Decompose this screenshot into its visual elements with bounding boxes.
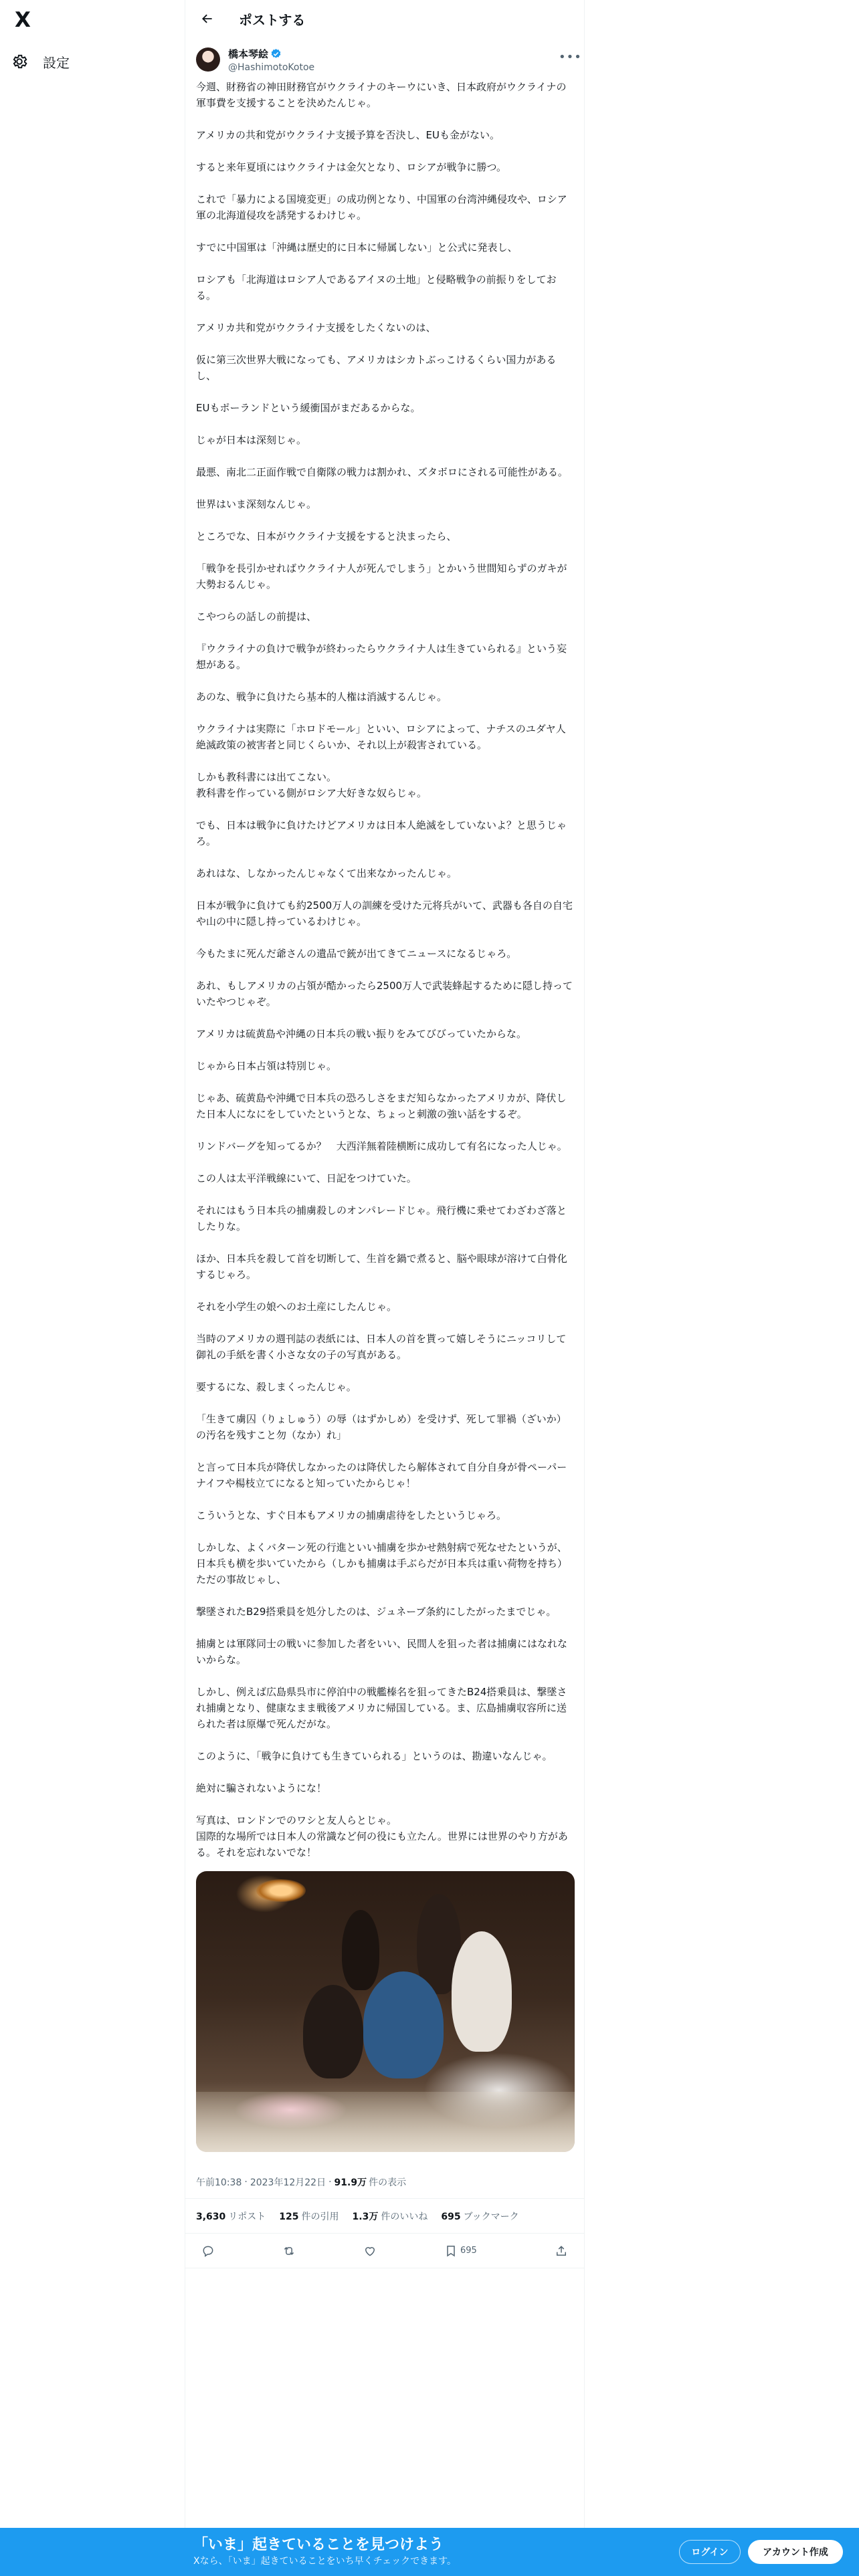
reply-button[interactable] [196,2239,220,2263]
tweet-paragraph: アメリカは硫黄島や沖縄の日本兵の戦い振りをみてびびっていたからな。 [196,1028,527,1040]
settings-link[interactable] [9,47,70,76]
tweet-paragraph: 撃墜されたB29搭乗員を処分したのは、ジュネーブ条約にしたがったまでじゃ。 [196,1606,557,1618]
settings-label: 設定 [43,54,70,71]
tweet-paragraph: リンドバーグを知ってるか？ 大西洋無着陸横断に成功して有名になった人じゃ。 [196,1140,567,1152]
repost-button[interactable] [277,2239,301,2263]
tweet-paragraph: この人は太平洋戦線にいて、日記をつけていた。 [196,1172,417,1184]
like-button[interactable] [358,2239,382,2263]
page-title: ポストする [239,11,306,28]
tweet-paragraph: あのな、戦争に負けたら基本的人権は消滅するんじゃ。 [196,691,448,703]
back-arrow-icon[interactable] [196,7,219,30]
tweet-paragraph: アメリカの共和党がウクライナ支援予算を否決し、EUも金がない。 [196,129,500,141]
repost-icon [282,2244,296,2258]
separator-dot: · [328,2176,332,2187]
login-button[interactable]: ログイン [679,2540,741,2564]
tweet-paragraph: 世界はいま深刻なんじゃ。 [196,498,317,510]
tweet-paragraph: と言って日本兵が降伏しなかったのは降伏したら解体されて自分自身が骨ペーパーナイフや楊枝立てになると知っていたからじゃ！ [196,1461,567,1489]
tweet-paragraph: 今週、財務省の神田財務官がウクライナのキーウにいき、日本政府がウクライナの軍事費を支援することを決めたんじゃ。 [196,81,567,109]
reposts-count: 3,630 [196,2211,226,2222]
tweet-paragraph: すでに中国軍は「沖縄は歴史的に日本に帰属しない」と公式に発表し、 [196,241,518,253]
tweet-paragraph: ところでな、日本がウクライナ支援をすると決まったら、 [196,530,457,542]
author-info [228,47,314,73]
reposts-stat[interactable] [196,2210,266,2223]
tweet-paragraph: じゃあ、硫黄島や沖縄で日本兵の恐ろしさをまだ知らなかったアメリカが、降伏した日本人になにをしていたというとな、ちょっと刺激の強い話をするぞ。 [196,1092,567,1120]
tweet-date[interactable]: 2023年12月22日 [250,2177,326,2188]
person-shape [452,1931,512,2052]
tweet-paragraph: こういうとな、すぐ日本もアメリカの捕虜虐待をしたというじゃろ。 [196,1509,506,1521]
tweet-paragraph: じゃが日本は深刻じゃ。 [196,434,307,446]
signup-button[interactable]: アカウント作成 [748,2540,843,2564]
views-label: 件の表示 [369,2177,407,2188]
likes-count: 1.3万 [352,2211,379,2222]
separator-dot: · [244,2176,248,2187]
tweet-paragraph: 捕虜とは軍隊同士の戦いに参加した者をいい、民間人を狙った者は捕虜にはなれないからな。 [196,1638,568,1666]
tweet-paragraph: あれはな、しなかったんじゃなくて出来なかったんじゃ。 [196,867,458,879]
reposts-label: リポスト [228,2211,266,2222]
tweet-paragraph: あれ、もしアメリカの占領が酷かったら2500万人で武装蜂起するために隠し持っていたやつじゃぞ。 [196,980,573,1008]
verified-badge-icon [270,48,282,60]
tweet-paragraph: しかしな、よくバターン死の行進といい捕虜を歩かせ熱射病で死なせたというが、日本兵も横を歩いていたから（しかも捕虜は手ぶらだが日本兵は重い荷物を持ち）ただの事故じゃし、 [196,1541,568,1586]
tweet-paragraph: 日本が戦争に負けても約2500万人の訓練を受けた元将兵がいて、武器も各自の自宅や山の中に隠し持っているわけじゃ。 [196,899,573,928]
tweet-time[interactable]: 午前10:38 [196,2177,242,2188]
tweet-paragraph: 最悪、南北二正面作戦で自衛隊の戦力は割かれ、ズタボロにされる可能性がある。 [196,466,568,478]
quotes-label: 件の引用 [301,2211,339,2222]
tweet-paragraph: 写真は、ロンドンでのワシと友人らとじゃ。 国際的な場所では日本人の常識など何の役にも立たん。世界には世界のやり方がある。それを忘れないでな！ [196,1814,568,1858]
author-handle[interactable]: @HashimotoKotoe [228,62,315,73]
tweet-paragraph: ほか、日本兵を殺して首を切断して、生首を鍋で煮ると、脳や眼球が溶けて白骨化するじゃろ。 [196,1253,567,1281]
person-shape [363,1971,444,2078]
banner-title: 「いま」起きていることを見つけよう [193,2537,444,2553]
header [185,0,584,37]
tweet-paragraph: 『ウクライナの負けで戦争が終わったらウクライナ人は生きていられる』という妄想がある。 [196,643,567,671]
table-shape [196,2092,575,2152]
share-button[interactable] [549,2239,573,2263]
likes-stat[interactable] [353,2210,428,2223]
tweet-paragraph: 要するにな、殺しまくったんじゃ。 [196,1381,357,1393]
x-logo-icon[interactable]: X [15,8,31,32]
tweet-photo[interactable] [196,1871,575,2152]
lamp-shape [256,1879,306,1902]
avatar[interactable] [196,47,220,72]
quotes-count: 125 [279,2211,299,2222]
person-shape [342,1910,379,1990]
tweet-paragraph: アメリカ共和党がウクライナ支援をしたくないのは、 [196,322,436,334]
quotes-stat[interactable] [279,2210,339,2223]
heart-icon [363,2244,377,2258]
author-name-row [228,47,314,61]
tweet-text [185,79,584,1860]
gear-icon [9,51,29,72]
tweet-paragraph: 仮に第三次世界大戦になっても、アメリカはシカトぶっこけるくらい国力があるし、 [196,354,557,382]
tweet-paragraph: EUもポーランドという緩衝国がまだあるからな。 [196,402,421,414]
tweet-paragraph: でも、日本は戦争に負けたけどアメリカは日本人絶滅をしていないよ？と思うじゃろ。 [196,819,567,847]
likes-label: 件のいいね [381,2211,428,2222]
tweet-paragraph: すると来年夏頃にはウクライナは金欠となり、ロシアが戦争に勝つ。 [196,161,506,173]
share-icon [555,2244,568,2258]
tweet-paragraph: それを小学生の娘へのお土産にしたんじゃ。 [196,1301,397,1313]
bookmark-icon [444,2244,458,2258]
bookmarks-count: 695 [441,2211,461,2222]
banner-text [193,2536,456,2568]
tweet-paragraph: 当時のアメリカの週刊誌の表紙には、日本人の首を貰って嬉しそうにニッコリして御礼の手紙を書く小さな女の子の写真がある。 [196,1333,567,1361]
main-column [185,0,585,2576]
views-count: 91.9万 [334,2177,367,2188]
tweet-paragraph: ウクライナは実際に「ホロドモール」といい、ロシアによって、ナチスのユダヤ人絶滅政策の被害者と同じくらいか、それ以上が殺害されている。 [196,723,566,751]
author-name[interactable]: 橋本琴絵 [228,47,269,60]
reply-icon [201,2244,215,2258]
tweet-paragraph: 「戦争を長引かせればウクライナ人が死んでしまう」とかいう世間知らずのガキが大勢おるんじゃ。 [196,562,567,591]
more-options-icon[interactable]: ••• [559,50,582,64]
bookmarks-stat[interactable] [441,2210,518,2223]
tweet-paragraph: ロシアも「北海道はロシア人であるアイヌの土地」と侵略戦争の前振りをしておる。 [196,274,557,302]
tweet-paragraph: 今もたまに死んだ爺さんの遺品で銃が出てきてニュースになるじゃろ。 [196,948,517,960]
bookmarks-label: ブックマーク [463,2211,519,2222]
tweet-paragraph: それにはもう日本兵の捕虜殺しのオンパレードじゃ。飛行機に乗せてわざわざ落としたりな。 [196,1204,567,1232]
tweet-paragraph: しかし、例えば広島県呉市に停泊中の戦艦榛名を狙ってきたB24搭乗員は、撃墜され捕虜となり、健康なまま戦後アメリカに帰国している。ま、広島捕虜収容所に送られた者は原爆で死んだがな。 [196,1686,567,1730]
author-row [185,43,584,76]
person-shape [303,1985,363,2078]
tweet-paragraph: じゃから日本占領は特別じゃ。 [196,1060,337,1072]
tweet-meta [185,2165,584,2199]
tweet-actions [185,2234,584,2268]
bookmark-button[interactable] [439,2239,492,2263]
tweet-paragraph: これで「暴力による国境変更」の成功例となり、中国軍の台湾沖縄侵攻や、ロシア軍の北海道侵攻を誘発するわけじゃ。 [196,193,567,221]
bookmark-count: 695 [460,2245,477,2256]
banner-subtitle: Xなら、「いま」起きていることをいち早くチェックできます。 [193,2556,457,2567]
tweet-paragraph: このように、「戦争に負けても生きていられる」というのは、勘違いなんじゃ。 [196,1750,553,1762]
tweet-paragraph: こやつらの話しの前提は、 [196,611,317,623]
signup-banner [0,2528,859,2576]
tweet-paragraph: 絶対に騙されないようにな！ [196,1782,327,1794]
tweet-stats [185,2199,584,2234]
tweet-paragraph: 「生きて虜囚（りょしゅう）の辱（はずかしめ）を受けず、死して罪禍（ざいか）の汚名を残すこと勿（なか）れ」 [196,1413,567,1441]
tweet-paragraph: しかも教科書には出てこない。 教科書を作っている側がロシア大好きな奴らじゃ。 [196,771,427,799]
